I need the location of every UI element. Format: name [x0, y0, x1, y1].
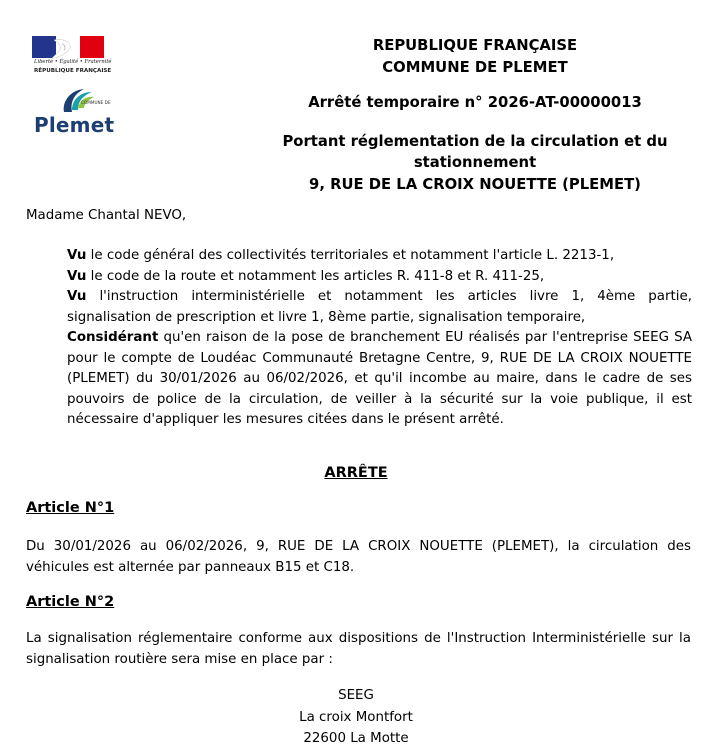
- plemet-town-name: Plemet: [34, 113, 115, 137]
- addressee: Madame Chantal NEVO,: [26, 208, 187, 223]
- consideration-text: le code général des collectivités territoriales et notamment l'article L. 2213-1,: [86, 248, 615, 263]
- consideration-item: [67, 267, 692, 288]
- article-2-text: La signalisation réglementaire conforme aux dispositions de l'Instruction Interministérielle sur la signalisation routière sera mise en place par :: [26, 631, 691, 667]
- consideration-item: [67, 328, 692, 431]
- consideration-keyword: Vu: [67, 268, 87, 284]
- arrete-address: 9, RUE DE LA CROIX NOUETTE (PLEMET): [309, 176, 641, 193]
- article-2-body: [26, 629, 691, 670]
- arrete-number: Arrêté temporaire n° 2026-AT-00000013: [308, 94, 642, 111]
- contractor-city: 22600 La Motte: [303, 731, 409, 746]
- consideration-text: l'instruction interministérielle et notamment les articles livre 1, 4ème partie, signalisation de prescription et livre 1, 8ème partie, signalisation temporaire,: [67, 289, 692, 325]
- consideration-item: [67, 246, 692, 267]
- contractor-street: La croix Montfort: [299, 709, 413, 725]
- marianne-flag-icon: [32, 36, 104, 58]
- article-1-text: Du 30/01/2026 au 06/02/2026, 9, RUE DE LA CROIX NOUETTE (PLEMET), la circulation des véhicules est alternée par panneaux B15 et C18.: [26, 539, 691, 575]
- consideration-text: le code de la route et notamment les articles R. 411-8 et R. 411-25,: [86, 268, 545, 284]
- plemet-commune-label: COMMUNE DE: [81, 100, 111, 105]
- article-1-heading: Article N°1: [26, 500, 115, 516]
- republic-logo-name: RÉPUBLIQUE FRANÇAISE: [34, 68, 112, 74]
- consideration-keyword: Vu: [67, 248, 87, 263]
- contractor-name: SEEG: [338, 688, 374, 703]
- plemet-logo: [34, 86, 116, 138]
- consideration-keyword: Considérant: [67, 330, 159, 345]
- arrete-subject: Portant réglementation de la circulation et du stationnement: [282, 133, 668, 171]
- republic-title: REPUBLIQUE FRANÇAISE: [372, 37, 578, 54]
- contractor-address: [0, 685, 712, 750]
- considerations-block: [67, 246, 692, 431]
- consideration-text: qu'en raison de la pose de branchement EU réalisés par l'entreprise SEEG SA pour le compte de Loudéac Communauté Bretagne Centre, 9, RUE DE LA CROIX NOUETTE (PLEMET) du 30/01/2026 au 06/02/2026, et qu'il incombe au maire, dans le cadre de ses pouvoirs de police de la circulation, de veiller à la sécurité sur la voie publique, il est nécessaire d'appliquer les mesures citées dans le présent arrêté.: [67, 330, 692, 427]
- arrete-heading: ARRÊTE: [324, 465, 388, 481]
- commune-title: COMMUNE DE PLEMET: [382, 59, 568, 76]
- republique-francaise-logo: [32, 36, 112, 80]
- consideration-keyword: Vu: [67, 289, 87, 304]
- article-2-heading: Article N°2: [26, 594, 115, 610]
- article-1-body: [26, 537, 691, 578]
- consideration-item: [67, 287, 692, 328]
- republic-motto: Liberté • Égalité • Fraternité: [34, 59, 112, 65]
